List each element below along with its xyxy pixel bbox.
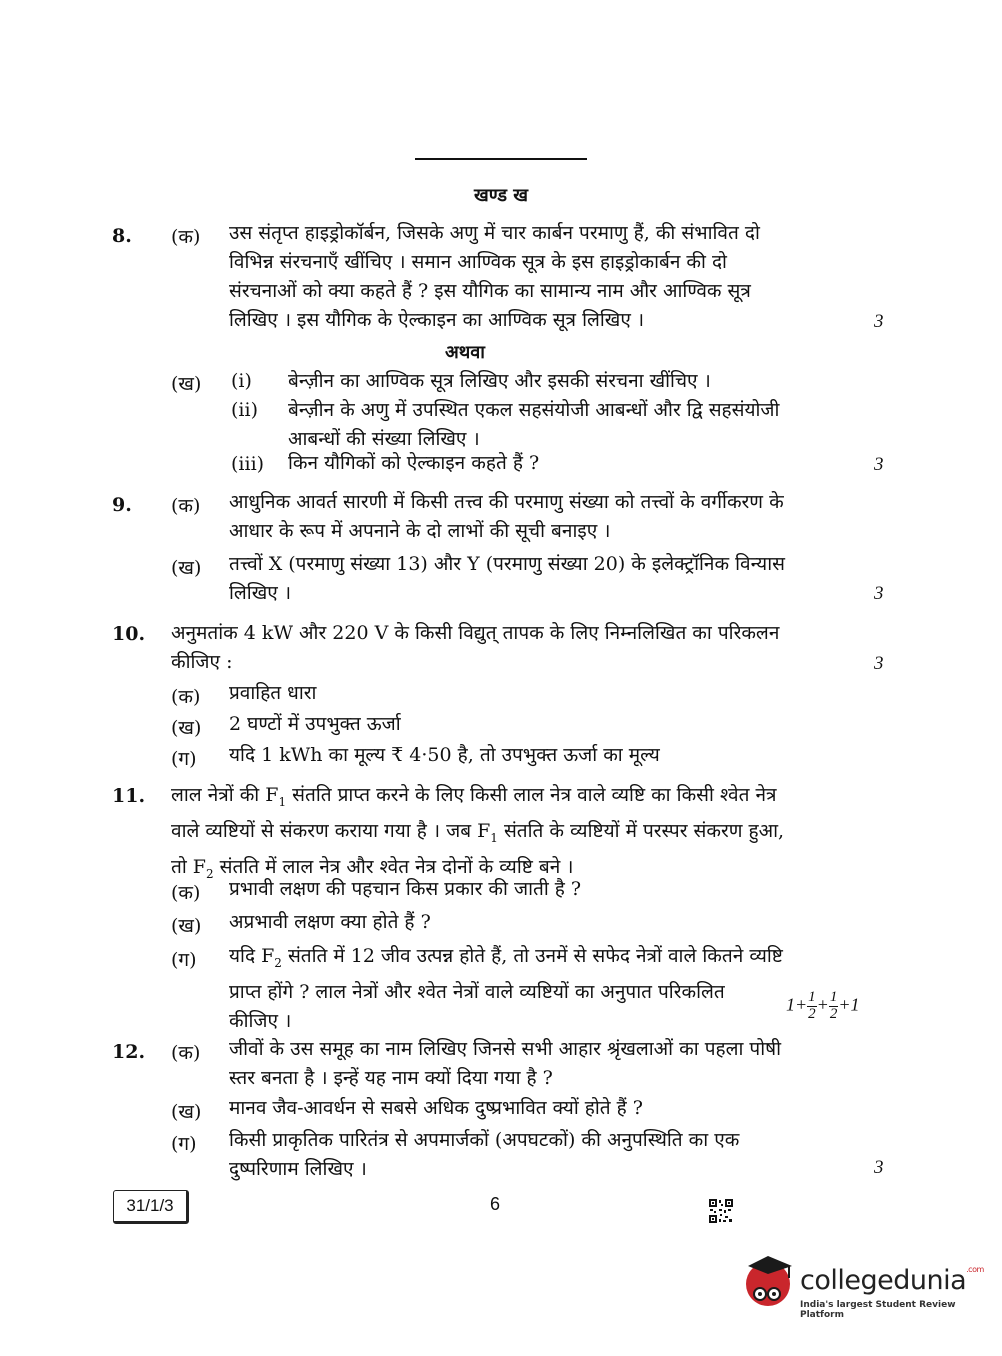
q8-b-label: (ख) — [171, 373, 202, 395]
q8-b-i-label: (i) — [231, 370, 252, 392]
q10-c-label: (ग) — [171, 748, 197, 770]
q12-c-text — [229, 1126, 842, 1184]
q12-a-line: जीवों के उस समूह का नाम लिखिए जिनसे सभी आहार श्रृंखलाओं का पहला पोषी — [229, 1038, 782, 1060]
brand-tagline: India's largest Student Review Platform — [800, 1300, 956, 1320]
qr-code-icon — [708, 1198, 734, 1224]
q8-a-marks: 3 — [874, 311, 884, 332]
q11-line: तो $F_2$ संतति में लाल नेत्र और श्वेत नेत्र दोनों के व्यष्टि बने । — [171, 855, 574, 881]
q11-c-text — [229, 942, 842, 1036]
q8-a-line: विभिन्न संरचनाएँ खींचिए । समान आण्विक सूत्र के इस हाइड्रोकार्बन की दो — [229, 251, 727, 273]
q11-number: 11. — [112, 785, 146, 807]
page-number: 6 — [490, 1194, 501, 1214]
q9-number: 9. — [112, 494, 132, 516]
q12-c-label: (ग) — [171, 1133, 197, 1155]
q8-b-i-text: बेन्ज़ीन का आण्विक सूत्र लिखिए और इसकी संरचना खींचिए । — [288, 370, 711, 392]
q12-number: 12. — [112, 1041, 146, 1063]
paper-code: 31/1/3 — [113, 1190, 189, 1224]
or-label: अथवा — [445, 342, 485, 363]
q11-c-line: कीजिए । — [229, 1009, 292, 1032]
q8-b-ii-text — [288, 396, 842, 454]
q12-marks: 3 — [874, 1157, 884, 1178]
section-title: खण्ड ख — [474, 185, 528, 206]
q9-b-text — [229, 550, 842, 608]
q9-a-line: आधार के रूप में अपनाने के दो लाभों की सूची बनाइए । — [229, 520, 611, 542]
q11-line: वाले व्यष्टियों से संकरण कराया गया है । जब $F_1$ संतति के व्यष्टियों में परस्पर संकरण हुआ, — [171, 819, 785, 845]
q8-a-label: (क) — [171, 226, 201, 248]
q8-a-line: लिखिए । इस यौगिक के ऐल्काइन का आण्विक सूत्र लिखिए । — [229, 309, 645, 331]
q9-a-label: (क) — [171, 495, 201, 517]
q8-b-iii-label: (iii) — [231, 453, 265, 475]
q11-b-text: अप्रभावी लक्षण क्या होते हैं ? — [229, 911, 431, 933]
q10-number: 10. — [112, 623, 146, 645]
q10-line: अनुमतांक 4 kW और 220 V के किसी विद्युत् तापक के लिए निम्नलिखित का परिकलन — [171, 622, 780, 644]
q8-number: 8. — [112, 225, 132, 247]
q10-c-text: यदि 1 kWh का मूल्य ₹ 4·50 है, तो उपभुक्त ऊर्जा का मूल्य — [229, 744, 660, 766]
q9-b-line: लिखिए । — [229, 582, 292, 604]
q12-a-text — [229, 1035, 842, 1093]
q8-b-marks: 3 — [874, 454, 884, 475]
q11-marks: 1+ $\frac{1}{2}$ + $\frac{1}{2}$ +1 — [786, 989, 860, 1022]
q10-marks: 3 — [874, 653, 884, 674]
q10-text — [171, 619, 842, 677]
q8-a-line: उस संतृप्त हाइड्रोकॉर्बन, जिसके अणु में चार कार्बन परमाणु हैं, की संभावित दो — [229, 222, 760, 244]
q8-b-ii-line: बेन्ज़ीन के अणु में उपस्थित एकल सहसंयोजी आबन्धों और द्वि सहसंयोजी — [288, 399, 780, 421]
q9-a-line: आधुनिक आवर्त सारणी में किसी तत्त्व की परमाणु संख्या को तत्त्वों के वर्गीकरण के — [229, 491, 784, 513]
q11-c-line: प्राप्त होंगे ? लाल नेत्रों और श्वेत नेत्रों वाले व्यष्टियों का अनुपात परिकलित — [229, 980, 725, 1003]
q9-b-line: तत्त्वों X (परमाणु संख्या 13) और Y (परमाणु संख्या 20) के इलेक्ट्रॉनिक विन्यास — [229, 553, 785, 575]
q9-b-label: (ख) — [171, 557, 202, 579]
q8-b-iii-text: किन यौगिकों को ऐल्काइन कहते हैं ? — [288, 452, 540, 474]
q11-text — [171, 781, 842, 888]
q10-b-label: (ख) — [171, 717, 202, 739]
q11-line: लाल नेत्रों की $F_1$ संतति प्राप्त करने के लिए किसी लाल नेत्र वाले व्यष्टि का किसी श्वेत नेत्र — [171, 784, 777, 809]
q12-c-line: दुष्परिणाम लिखिए । — [229, 1158, 367, 1180]
q11-c-line: यदि $F_2$ संतति में 12 जीव उत्पन्न होते हैं, तो उनमें से सफेद नेत्रों वाले कितने व्यष्टि — [229, 945, 783, 970]
q8-b-ii-line: आबन्धों की संख्या लिखिए । — [288, 428, 480, 450]
q12-b-text: मानव जैव-आवर्धन से सबसे अधिक दुष्प्रभावित क्यों होते हैं ? — [229, 1097, 643, 1119]
q12-b-label: (ख) — [171, 1101, 202, 1123]
q12-a-line: स्तर बनता है । इन्हें यह नाम क्यों दिया गया है ? — [229, 1067, 553, 1089]
q10-line: कीजिए : — [171, 651, 233, 673]
q11-b-label: (ख) — [171, 915, 202, 937]
q12-c-line: किसी प्राकृतिक पारितंत्र से अपमार्जकों (अपघटकों) की अनुपस्थिति का एक — [229, 1129, 740, 1151]
q9-marks: 3 — [874, 583, 884, 604]
top-rule — [415, 158, 587, 160]
q12-a-label: (क) — [171, 1042, 201, 1064]
q11-c-label: (ग) — [171, 949, 197, 971]
collegedunia-mascot-icon — [740, 1250, 800, 1310]
q10-a-label: (क) — [171, 686, 201, 708]
q8-b-ii-label: (ii) — [231, 399, 258, 421]
brand-name: collegedunia$^{.com}$ — [800, 1265, 984, 1296]
q11-a-label: (क) — [171, 882, 201, 904]
q10-b-text: 2 घण्टों में उपभुक्त ऊर्जा — [229, 713, 401, 735]
q8-a-text — [229, 219, 842, 335]
q9-a-text — [229, 488, 842, 546]
q8-a-line: संरचनाओं को क्या कहते हैं ? इस यौगिक का सामान्य नाम और आण्विक सूत्र — [229, 280, 751, 302]
q10-a-text: प्रवाहित धारा — [229, 682, 317, 704]
q11-a-text: प्रभावी लक्षण की पहचान किस प्रकार की जाती है ? — [229, 878, 582, 900]
